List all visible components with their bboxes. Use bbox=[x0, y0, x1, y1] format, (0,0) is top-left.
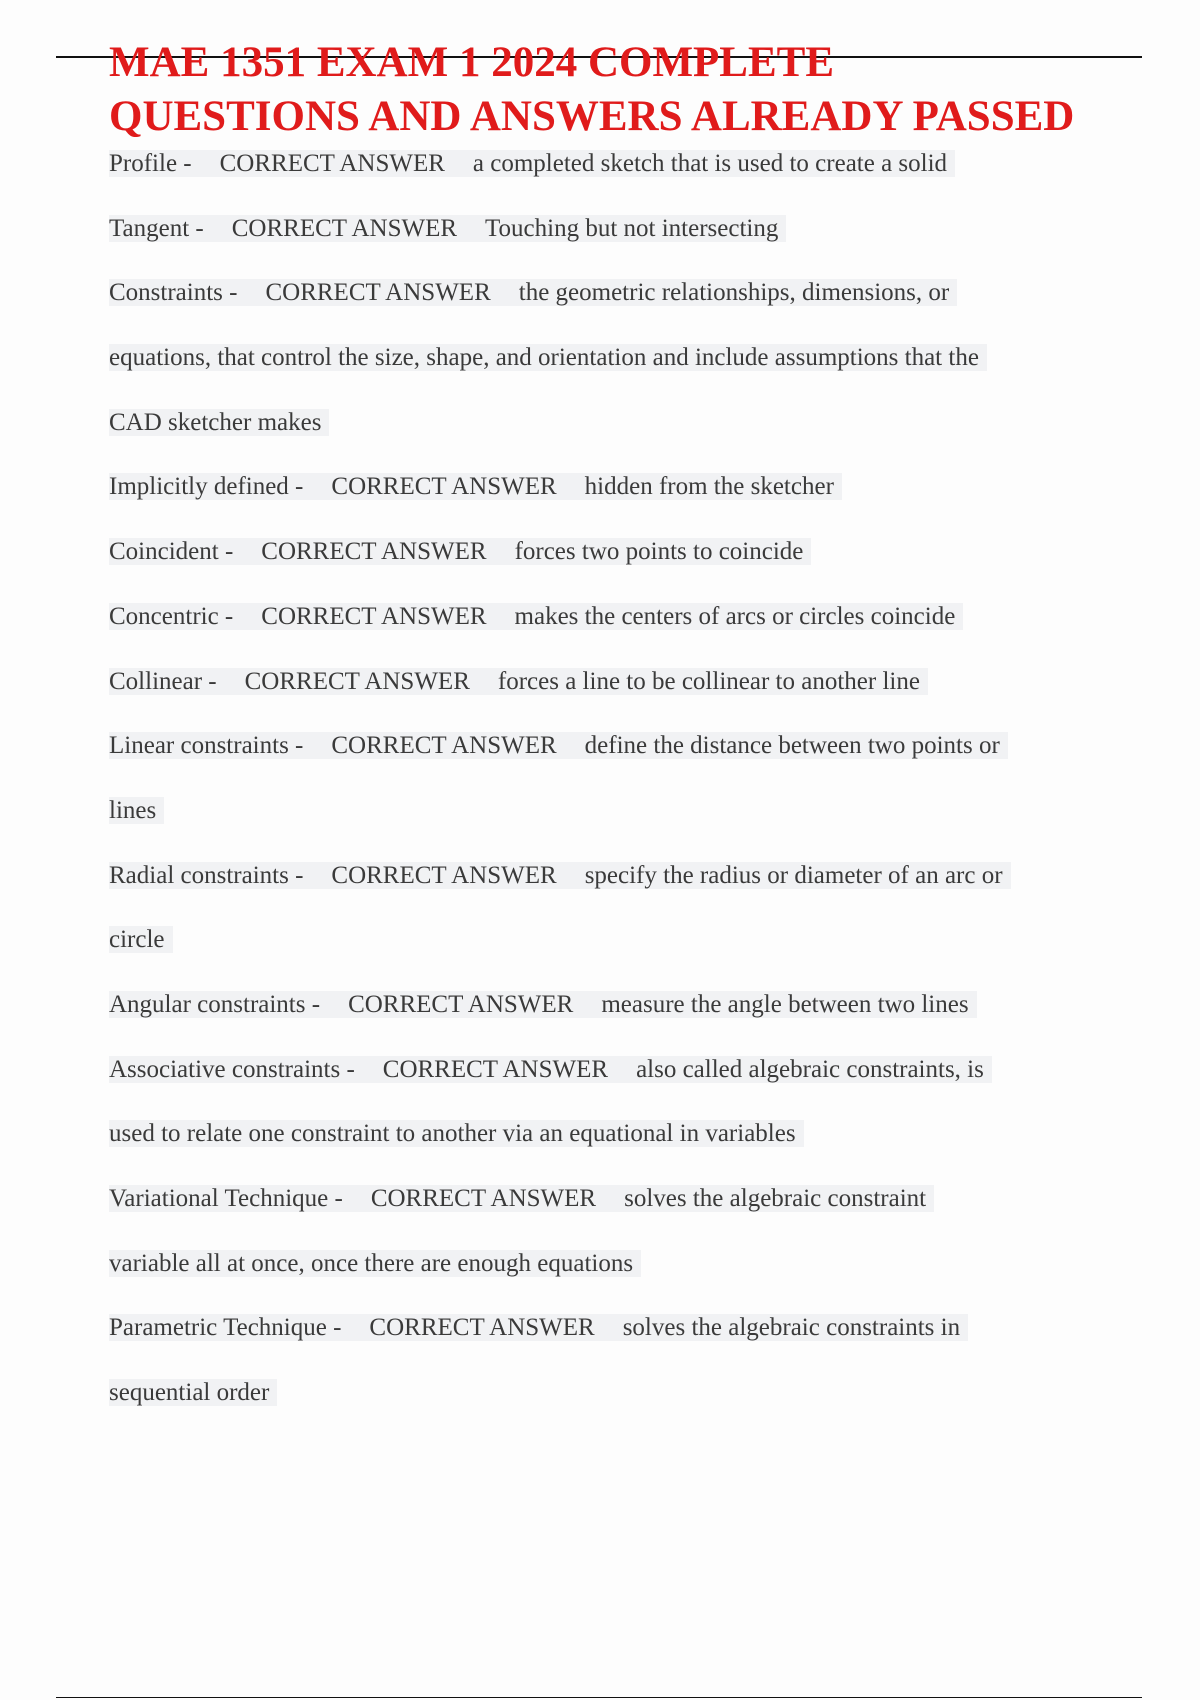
qa-term: Profile - bbox=[109, 150, 192, 177]
qa-answer: forces a line to be collinear to another line bbox=[497, 667, 920, 695]
document-title bbox=[109, 36, 1169, 144]
qa-answer-continuation bbox=[109, 403, 1149, 468]
qa-entry-highlight bbox=[109, 603, 963, 630]
qa-entry bbox=[109, 532, 1149, 597]
qa-answer: makes the centers of arcs or circles coincide bbox=[514, 602, 956, 630]
qa-term: Linear constraints - bbox=[109, 732, 304, 760]
qa-entry bbox=[109, 1050, 1149, 1115]
qa-answer: specify the radius or diameter of an arc or bbox=[584, 861, 1003, 889]
qa-entry bbox=[109, 1308, 1149, 1373]
qa-answer-continuation bbox=[109, 338, 1149, 403]
qa-entry-highlight bbox=[109, 991, 977, 1018]
qa-entry-highlight bbox=[109, 668, 928, 695]
qa-term: Collinear - bbox=[109, 667, 217, 695]
qa-term: Parametric Technique - bbox=[109, 1314, 342, 1342]
qa-entry bbox=[109, 726, 1149, 791]
qa-answer: Touching but not intersecting bbox=[485, 214, 779, 242]
qa-entry-highlight bbox=[109, 473, 842, 500]
correct-answer-label: CORRECT ANSWER bbox=[331, 473, 557, 501]
qa-continuation-text: sequential order bbox=[109, 1379, 277, 1406]
qa-term: Tangent - bbox=[109, 214, 204, 242]
title-line-2: QUESTIONS AND ANSWERS ALREADY PASSED bbox=[109, 93, 1075, 140]
qa-entry bbox=[109, 209, 1149, 274]
qa-answer-continuation bbox=[109, 791, 1149, 856]
qa-answer: solves the algebraic constraints in bbox=[622, 1314, 961, 1342]
qa-answer: also called algebraic constraints, is bbox=[636, 1055, 984, 1083]
qa-answer: solves the algebraic constraint bbox=[624, 1185, 927, 1212]
qa-entry bbox=[109, 144, 1149, 209]
qa-answer: hidden from the sketcher bbox=[584, 473, 834, 501]
qa-entry bbox=[109, 1179, 1149, 1244]
qa-answer-continuation bbox=[109, 1114, 1149, 1179]
qa-entry-highlight bbox=[109, 1056, 992, 1083]
correct-answer-label: CORRECT ANSWER bbox=[244, 667, 470, 695]
qa-answer-continuation bbox=[109, 920, 1149, 985]
qa-answer: measure the angle between two lines bbox=[601, 990, 969, 1018]
qa-entry-highlight bbox=[109, 538, 811, 565]
qa-entry-highlight bbox=[109, 1314, 968, 1341]
correct-answer-label: CORRECT ANSWER bbox=[219, 150, 445, 177]
qa-term: Implicitly defined - bbox=[109, 473, 304, 501]
qa-answer: a completed sketch that is used to create a solid bbox=[472, 150, 948, 177]
qa-term: Constraints - bbox=[109, 279, 238, 307]
qa-term: Concentric - bbox=[109, 602, 234, 630]
correct-answer-label: CORRECT ANSWER bbox=[261, 538, 487, 566]
qa-term: Radial constraints - bbox=[109, 861, 304, 889]
qa-answer-continuation bbox=[109, 1373, 1149, 1438]
correct-answer-label: CORRECT ANSWER bbox=[265, 279, 491, 307]
qa-term: Coincident - bbox=[109, 538, 234, 566]
qa-entry-highlight bbox=[109, 150, 955, 177]
title-line-1: MAE 1351 EXAM 1 2024 COMPLETE bbox=[109, 39, 835, 86]
qa-list bbox=[109, 144, 1149, 1438]
qa-answer-continuation bbox=[109, 1244, 1149, 1309]
bottom-rule bbox=[56, 1697, 1142, 1698]
qa-continuation-text: used to relate one constraint to another via an equational in variables bbox=[109, 1120, 804, 1147]
qa-continuation-text: CAD sketcher makes bbox=[109, 409, 329, 436]
qa-answer: forces two points to coincide bbox=[514, 538, 804, 566]
qa-entry bbox=[109, 467, 1149, 532]
correct-answer-label: CORRECT ANSWER bbox=[331, 732, 557, 760]
qa-entry-highlight bbox=[109, 215, 786, 242]
correct-answer-label: CORRECT ANSWER bbox=[261, 602, 487, 630]
correct-answer-label: CORRECT ANSWER bbox=[369, 1314, 595, 1342]
qa-term: Angular constraints - bbox=[109, 990, 321, 1018]
qa-entry-highlight bbox=[109, 1185, 934, 1212]
qa-term: Associative constraints - bbox=[109, 1055, 355, 1083]
qa-entry-highlight bbox=[109, 279, 957, 306]
correct-answer-label: CORRECT ANSWER bbox=[331, 861, 557, 889]
qa-entry bbox=[109, 597, 1149, 662]
qa-entry-highlight bbox=[109, 732, 1008, 759]
qa-entry bbox=[109, 985, 1149, 1050]
qa-answer: define the distance between two points or bbox=[584, 732, 1000, 760]
qa-entry bbox=[109, 856, 1149, 921]
qa-continuation-text: equations, that control the size, shape, and orientation and include assumptions that the bbox=[109, 344, 987, 371]
qa-answer: the geometric relationships, dimensions, or bbox=[518, 279, 950, 307]
correct-answer-label: CORRECT ANSWER bbox=[348, 990, 574, 1018]
qa-entry bbox=[109, 273, 1149, 338]
correct-answer-label: CORRECT ANSWER bbox=[370, 1185, 597, 1212]
correct-answer-label: CORRECT ANSWER bbox=[231, 214, 458, 242]
qa-entry-highlight bbox=[109, 862, 1011, 889]
qa-entry bbox=[109, 662, 1149, 727]
qa-term: Variational Technique - bbox=[109, 1185, 343, 1212]
qa-continuation-text: variable all at once, once there are enough equations bbox=[109, 1250, 641, 1277]
qa-continuation-text: circle bbox=[109, 926, 173, 953]
qa-continuation-text: lines bbox=[109, 797, 164, 824]
correct-answer-label: CORRECT ANSWER bbox=[382, 1055, 609, 1083]
